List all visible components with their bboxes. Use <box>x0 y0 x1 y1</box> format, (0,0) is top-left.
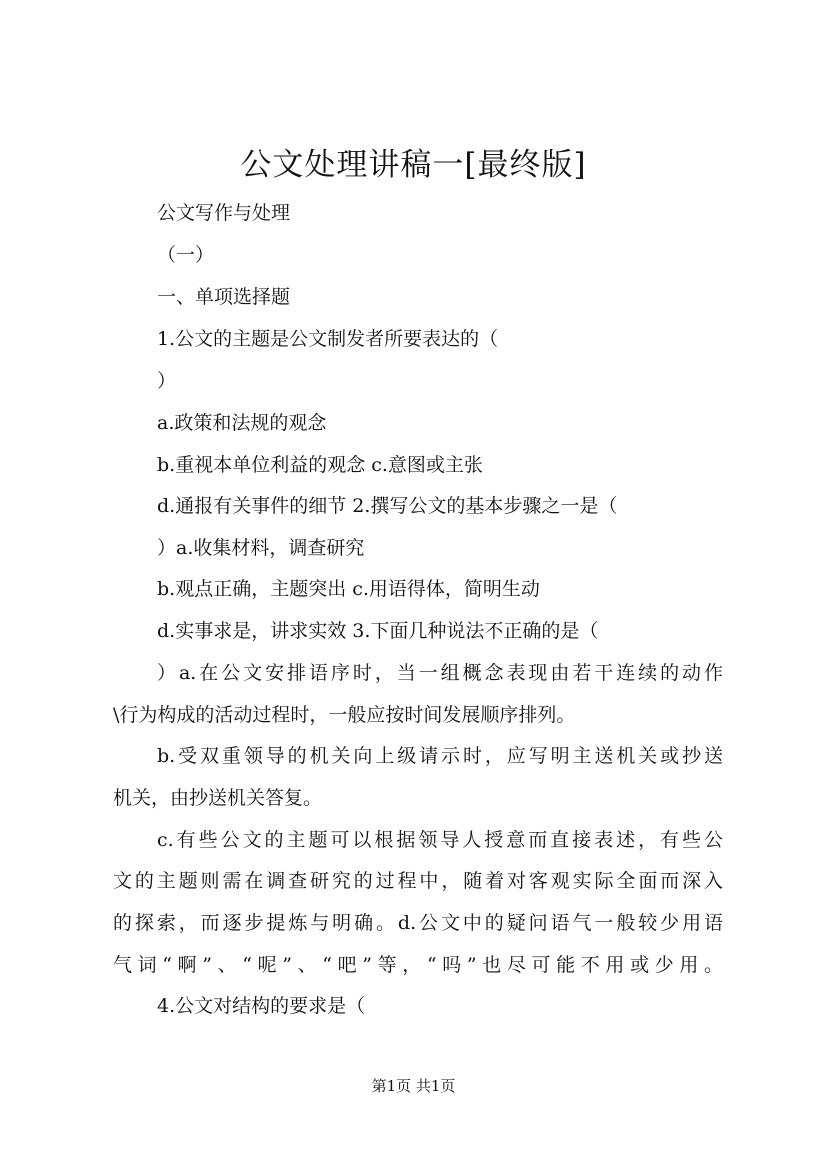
text-line: c.有些公文的主题可以根据领导人授意而直接表述，有些公 <box>157 829 723 851</box>
text-line: 的探索，而逐步提炼与明确。d.公文中的疑问语气一般较少用语 <box>113 912 723 934</box>
text-line: b.受双重领导的机关向上级请示时，应写明主送机关或抄送 <box>157 745 723 767</box>
text-line: ）a.收集材料，调查研究 <box>157 537 365 559</box>
text-line: 一、单项选择题 <box>157 286 291 308</box>
text-line: 1.公文的主题是公文制发者所要表达的（ <box>157 328 499 350</box>
text-line: ）a.在公文安排语序时，当一组概念表现由若干连续的动作 <box>157 662 723 684</box>
text-line: d.实事求是，讲求实效 3.下面几种说法不正确的是（ <box>157 620 599 642</box>
text-line: 文的主题则需在调查研究的过程中，随着对客观实际全面而深入 <box>113 870 723 892</box>
page-footer: 第1页 共1页 <box>371 1077 456 1095</box>
text-line: d.通报有关事件的细节 2.撰写公文的基本步骤之一是（ <box>157 495 618 517</box>
text-line: \行为构成的活动过程时，一般应按时间发展顺序排列。 <box>113 704 576 726</box>
text-line: 机关，由抄送机关答复。 <box>113 787 323 809</box>
text-line: ） <box>157 370 177 392</box>
text-line: b.重视本单位利益的观念 c.意图或主张 <box>157 454 483 476</box>
text-line: （一） <box>157 244 215 266</box>
document-title: 公文处理讲稿一[最终版] <box>240 147 587 183</box>
text-line: 公文写作与处理 <box>157 202 291 224</box>
text-line: 4.公文对结构的要求是（ <box>157 995 366 1017</box>
text-line: a.政策和法规的观念 <box>157 412 327 434</box>
text-line: 气词“啊”、“呢”、“吧”等，“吗”也尽可能不用或少用。 <box>113 954 723 976</box>
text-line: b.观点正确，主题突出 c.用语得体，简明生动 <box>157 578 540 600</box>
